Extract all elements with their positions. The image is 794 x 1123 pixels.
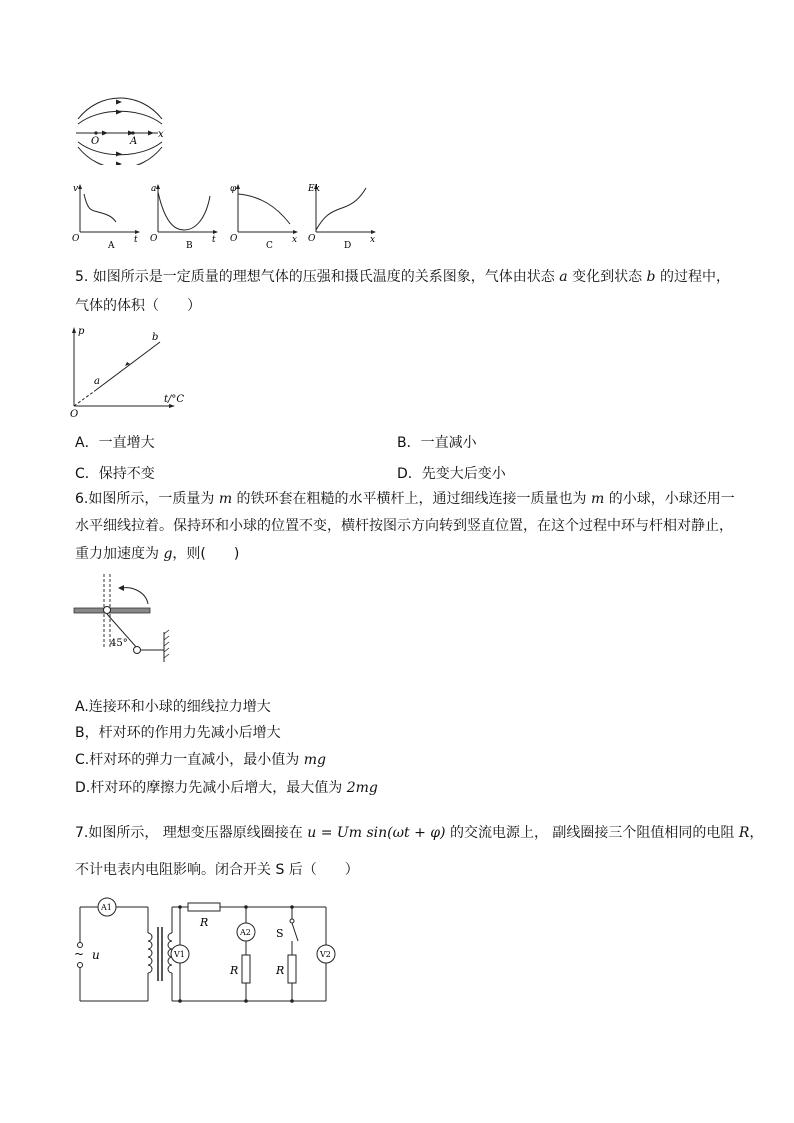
q7-stem-line1: 7.如图所示， 理想变压器原线圈接在 u = Um sin(ωt + φ) 的交流电源上， 副线圈接三个阻值相同的电阻 R， (75, 825, 764, 841)
q5-option-b[interactable]: B．一直减小 (397, 435, 477, 451)
q5-option-d[interactable]: D．先变大后变小 (397, 466, 506, 482)
q5-point-a: a (94, 376, 100, 387)
formula: u = Um sin(ωt + φ) (307, 825, 446, 841)
var-b: b (646, 269, 656, 285)
horizontal-rod (74, 608, 150, 613)
ac-terminal-bottom (78, 963, 83, 968)
var-m: m (591, 491, 605, 507)
small-ball (134, 647, 141, 654)
graph-b-ylabel: a (151, 184, 157, 194)
graph-a-ylabel: v (73, 184, 79, 194)
point-o-label: O (91, 136, 100, 147)
curve-d (316, 188, 366, 230)
q6-stem-line3: 重力加速度为 g，则( ) (75, 546, 240, 562)
point-a-dot (131, 131, 134, 134)
graph-d-xlabel: x (370, 235, 376, 245)
a2-label: A2 (240, 928, 251, 937)
q5-stem-line1: 5. 如图所示是一定质量的理想气体的压强和摄氏温度的关系图象，气体由状态 a 变化到状态 b 的过程中， (75, 269, 730, 285)
q5-pt-graph (68, 324, 188, 418)
q6-option-c[interactable]: C.杆对环的弹力一直减小，最小值为 mg (75, 752, 326, 768)
resistor-series (188, 903, 220, 911)
graph-c (230, 182, 302, 250)
q6-option-d[interactable]: D.杆对环的摩擦力先减小后增大，最大值为 2mg (75, 780, 378, 796)
process-line (96, 342, 160, 390)
q7-stem-line2: 不计电表内电阻影响。闭合开关 S 后（ ） (75, 862, 359, 878)
graph-c-ylabel: φ (230, 184, 237, 194)
q6-stem-line1: 6.如图所示，一质量为 m 的铁环套在粗糙的水平横杆上，通过细线连接一质量也为 m 的小球，小球还用一 (75, 491, 735, 507)
curve-c (238, 194, 290, 224)
r-label-series: R (200, 916, 209, 929)
s-label: S (276, 927, 284, 940)
graph-d (308, 182, 380, 250)
graph-a-xlabel: t (134, 235, 138, 245)
field-line (78, 98, 162, 119)
var-g: g (163, 546, 173, 562)
graph-b-xlabel: t (212, 235, 216, 245)
primary-coil (148, 933, 152, 973)
v2-label: V2 (320, 950, 331, 959)
var-r: R (738, 825, 750, 841)
q6-stem-line2: 水平细线拉着。保持环和小球的位置不变，横杆按图示方向转到竖直位置，在这个过程中环与杆相对静止， (75, 518, 733, 534)
q5-graph-xlabel: t/°C (164, 394, 185, 405)
rotation-arrow (122, 588, 148, 604)
graph-b (150, 182, 222, 250)
switch-s (292, 923, 298, 941)
iron-ring (104, 607, 111, 614)
q5-graph-origin: O (70, 409, 79, 418)
graph-d-origin: O (308, 234, 316, 244)
q6-option-b[interactable]: B，杆对环的作用力先减小后增大 (75, 725, 281, 741)
curve-a (84, 194, 116, 222)
field-lines-figure (70, 95, 170, 165)
graph-d-ylabel: Ek (308, 184, 321, 194)
ac-symbol: ~ (74, 947, 85, 961)
var-m: m (218, 491, 233, 507)
graph-a-origin: O (72, 234, 80, 244)
var-a: a (559, 269, 568, 285)
angle-label: 45° (110, 638, 128, 649)
graph-a (72, 182, 144, 250)
point-a-label: A (130, 136, 138, 147)
q5-option-c[interactable]: C．保持不变 (75, 466, 155, 482)
field-line (78, 111, 162, 124)
resistor-switch-branch (288, 955, 296, 983)
q5-point-b: b (152, 332, 159, 343)
a1-label: A1 (101, 903, 112, 912)
axis-x-label: x (158, 129, 164, 140)
graph-a-option: A (108, 241, 115, 250)
point-o-dot (94, 131, 97, 134)
r-label-switch: R (276, 964, 285, 977)
graph-c-origin: O (230, 234, 238, 244)
extrapolation-dashed-line (74, 390, 96, 406)
graph-d-option: D (344, 241, 352, 250)
q6-option-a[interactable]: A.连接环和小球的细线拉力增大 (75, 699, 271, 715)
q6-ring-rod-figure (70, 570, 180, 662)
resistor-a2-branch (242, 955, 250, 983)
graph-c-option: C (266, 241, 273, 250)
graph-b-option: B (186, 241, 193, 250)
switch-contact (290, 919, 294, 923)
curve-b (158, 192, 210, 230)
graph-c-xlabel: x (292, 235, 298, 245)
graph-b-origin: O (150, 234, 158, 244)
u-label: u (92, 948, 100, 962)
q5-graph-ylabel: p (78, 326, 85, 337)
q7-transformer-circuit (70, 895, 340, 1010)
q5-option-a[interactable]: A．一直增大 (75, 435, 155, 451)
v1-label: V1 (174, 950, 185, 959)
q5-stem-line2: 气体的体积（ ） (75, 298, 201, 314)
r-label-a2: R (230, 964, 239, 977)
